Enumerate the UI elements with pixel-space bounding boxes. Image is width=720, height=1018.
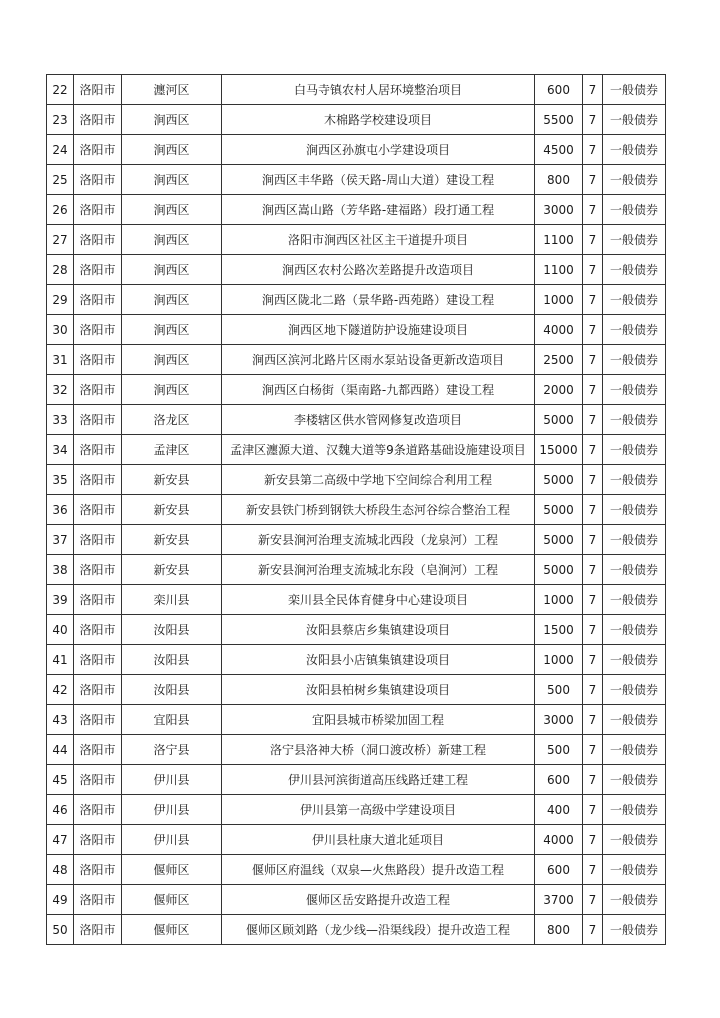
cell-amount: 2500 [535,345,583,375]
table-row [47,225,666,255]
cell-project-name: 涧西区地下隧道防护设施建设项目 [222,315,535,345]
cell-term: 7 [583,375,603,405]
cell-amount: 3000 [535,195,583,225]
table-row [47,645,666,675]
cell-number: 25 [47,165,74,195]
cell-city: 洛阳市 [74,435,122,465]
cell-city: 洛阳市 [74,555,122,585]
cell-bond-type: 一般债券 [603,225,666,255]
table-row [47,75,666,105]
cell-city: 洛阳市 [74,765,122,795]
cell-number: 31 [47,345,74,375]
cell-number: 46 [47,795,74,825]
cell-term: 7 [583,885,603,915]
cell-number: 23 [47,105,74,135]
cell-number: 42 [47,675,74,705]
cell-district: 汝阳县 [122,675,222,705]
cell-term: 7 [583,105,603,135]
cell-project-name: 偃师区顾刘路（龙少线—沿渠线段）提升改造工程 [222,915,535,945]
cell-city: 洛阳市 [74,345,122,375]
cell-bond-type: 一般债券 [603,285,666,315]
cell-amount: 600 [535,855,583,885]
cell-project-name: 新安县涧河治理支流城北西段（龙泉河）工程 [222,525,535,555]
cell-city: 洛阳市 [74,105,122,135]
cell-city: 洛阳市 [74,915,122,945]
table-row [47,855,666,885]
cell-term: 7 [583,705,603,735]
cell-amount: 3000 [535,705,583,735]
table-row [47,885,666,915]
table-row [47,615,666,645]
cell-project-name: 木棉路学校建设项目 [222,105,535,135]
cell-number: 37 [47,525,74,555]
cell-amount: 5000 [535,405,583,435]
cell-term: 7 [583,315,603,345]
cell-district: 涧西区 [122,225,222,255]
cell-term: 7 [583,435,603,465]
cell-district: 涧西区 [122,375,222,405]
cell-city: 洛阳市 [74,705,122,735]
table-row [47,705,666,735]
cell-project-name: 伊川县杜康大道北延项目 [222,825,535,855]
cell-bond-type: 一般债券 [603,195,666,225]
cell-district: 偃师区 [122,885,222,915]
cell-number: 50 [47,915,74,945]
table-row [47,765,666,795]
cell-term: 7 [583,765,603,795]
cell-term: 7 [583,345,603,375]
cell-amount: 800 [535,165,583,195]
cell-number: 29 [47,285,74,315]
cell-district: 宜阳县 [122,705,222,735]
cell-bond-type: 一般债券 [603,705,666,735]
cell-bond-type: 一般债券 [603,675,666,705]
cell-bond-type: 一般债券 [603,165,666,195]
cell-bond-type: 一般债券 [603,525,666,555]
cell-term: 7 [583,735,603,765]
cell-term: 7 [583,795,603,825]
cell-term: 7 [583,195,603,225]
cell-bond-type: 一般债券 [603,795,666,825]
cell-project-name: 汝阳县柏树乡集镇建设项目 [222,675,535,705]
cell-amount: 800 [535,915,583,945]
cell-district: 涧西区 [122,315,222,345]
cell-number: 41 [47,645,74,675]
table-row [47,375,666,405]
cell-amount: 600 [535,75,583,105]
cell-bond-type: 一般债券 [603,855,666,885]
cell-bond-type: 一般债券 [603,825,666,855]
cell-bond-type: 一般债券 [603,255,666,285]
table-row [47,135,666,165]
cell-term: 7 [583,405,603,435]
cell-bond-type: 一般债券 [603,555,666,585]
cell-term: 7 [583,855,603,885]
cell-district: 洛龙区 [122,405,222,435]
cell-number: 28 [47,255,74,285]
cell-number: 27 [47,225,74,255]
cell-amount: 3700 [535,885,583,915]
cell-city: 洛阳市 [74,75,122,105]
cell-number: 40 [47,615,74,645]
cell-project-name: 涧西区陇北二路（景华路-西苑路）建设工程 [222,285,535,315]
cell-bond-type: 一般债券 [603,135,666,165]
cell-city: 洛阳市 [74,465,122,495]
cell-project-name: 新安县涧河治理支流城北东段（皂涧河）工程 [222,555,535,585]
cell-number: 36 [47,495,74,525]
cell-term: 7 [583,915,603,945]
cell-term: 7 [583,75,603,105]
cell-amount: 2000 [535,375,583,405]
table-row [47,405,666,435]
cell-number: 43 [47,705,74,735]
cell-city: 洛阳市 [74,585,122,615]
cell-number: 34 [47,435,74,465]
cell-number: 48 [47,855,74,885]
cell-district: 偃师区 [122,855,222,885]
cell-amount: 1000 [535,285,583,315]
cell-project-name: 洛宁县洛神大桥（洞口渡改桥）新建工程 [222,735,535,765]
cell-amount: 1100 [535,225,583,255]
cell-bond-type: 一般债券 [603,915,666,945]
cell-city: 洛阳市 [74,645,122,675]
table-row [47,165,666,195]
cell-number: 38 [47,555,74,585]
cell-city: 洛阳市 [74,135,122,165]
cell-city: 洛阳市 [74,285,122,315]
cell-city: 洛阳市 [74,375,122,405]
table-body [47,75,666,945]
cell-amount: 15000 [535,435,583,465]
table-row [47,315,666,345]
cell-amount: 1000 [535,645,583,675]
cell-project-name: 洛阳市涧西区社区主干道提升项目 [222,225,535,255]
cell-city: 洛阳市 [74,255,122,285]
cell-district: 涧西区 [122,135,222,165]
cell-district: 涧西区 [122,345,222,375]
cell-bond-type: 一般债券 [603,735,666,765]
cell-project-name: 涧西区丰华路（侯天路-周山大道）建设工程 [222,165,535,195]
cell-amount: 4000 [535,825,583,855]
cell-city: 洛阳市 [74,405,122,435]
cell-project-name: 涧西区农村公路次差路提升改造项目 [222,255,535,285]
cell-number: 30 [47,315,74,345]
cell-term: 7 [583,525,603,555]
cell-project-name: 宜阳县城市桥梁加固工程 [222,705,535,735]
cell-project-name: 汝阳县蔡店乡集镇建设项目 [222,615,535,645]
cell-term: 7 [583,225,603,255]
cell-amount: 400 [535,795,583,825]
cell-bond-type: 一般债券 [603,465,666,495]
cell-bond-type: 一般债券 [603,345,666,375]
cell-term: 7 [583,285,603,315]
cell-bond-type: 一般债券 [603,405,666,435]
cell-project-name: 新安县铁门桥到钢铁大桥段生态河谷综合整治工程 [222,495,535,525]
table-row [47,435,666,465]
cell-term: 7 [583,465,603,495]
cell-project-name: 伊川县河滨街道高压线路迁建工程 [222,765,535,795]
cell-bond-type: 一般债券 [603,315,666,345]
table-row [47,195,666,225]
cell-bond-type: 一般债券 [603,105,666,135]
cell-city: 洛阳市 [74,825,122,855]
cell-district: 新安县 [122,495,222,525]
table-row [47,825,666,855]
cell-number: 33 [47,405,74,435]
cell-amount: 5000 [535,525,583,555]
cell-term: 7 [583,645,603,675]
cell-district: 涧西区 [122,285,222,315]
table-row [47,465,666,495]
cell-bond-type: 一般债券 [603,885,666,915]
cell-city: 洛阳市 [74,225,122,255]
cell-district: 新安县 [122,465,222,495]
cell-bond-type: 一般债券 [603,495,666,525]
cell-district: 涧西区 [122,165,222,195]
cell-city: 洛阳市 [74,735,122,765]
cell-term: 7 [583,165,603,195]
cell-bond-type: 一般债券 [603,645,666,675]
cell-city: 洛阳市 [74,315,122,345]
cell-number: 39 [47,585,74,615]
table-row [47,585,666,615]
cell-term: 7 [583,495,603,525]
cell-project-name: 孟津区瀍源大道、汉魏大道等9条道路基础设施建设项目 [222,435,535,465]
cell-district: 瀍河区 [122,75,222,105]
cell-project-name: 白马寺镇农村人居环境整治项目 [222,75,535,105]
cell-project-name: 栾川县全民体育健身中心建设项目 [222,585,535,615]
cell-term: 7 [583,825,603,855]
cell-bond-type: 一般债券 [603,435,666,465]
cell-amount: 1100 [535,255,583,285]
cell-district: 涧西区 [122,195,222,225]
cell-term: 7 [583,615,603,645]
cell-district: 伊川县 [122,795,222,825]
table-row [47,675,666,705]
cell-project-name: 涧西区滨河北路片区雨水泵站设备更新改造项目 [222,345,535,375]
cell-number: 35 [47,465,74,495]
cell-amount: 500 [535,675,583,705]
cell-city: 洛阳市 [74,195,122,225]
cell-city: 洛阳市 [74,615,122,645]
cell-number: 32 [47,375,74,405]
table-row [47,795,666,825]
cell-term: 7 [583,555,603,585]
cell-district: 偃师区 [122,915,222,945]
cell-project-name: 涧西区嵩山路（芳华路-建福路）段打通工程 [222,195,535,225]
cell-amount: 500 [535,735,583,765]
cell-city: 洛阳市 [74,795,122,825]
table-row [47,555,666,585]
cell-number: 22 [47,75,74,105]
table-row [47,345,666,375]
table-row [47,105,666,135]
cell-number: 45 [47,765,74,795]
cell-city: 洛阳市 [74,495,122,525]
cell-term: 7 [583,255,603,285]
cell-bond-type: 一般债券 [603,765,666,795]
cell-project-name: 汝阳县小店镇集镇建设项目 [222,645,535,675]
cell-amount: 5000 [535,555,583,585]
cell-project-name: 伊川县第一高级中学建设项目 [222,795,535,825]
cell-bond-type: 一般债券 [603,375,666,405]
cell-city: 洛阳市 [74,855,122,885]
cell-amount: 1500 [535,615,583,645]
cell-term: 7 [583,585,603,615]
cell-project-name: 偃师区岳安路提升改造工程 [222,885,535,915]
cell-amount: 4000 [535,315,583,345]
cell-district: 新安县 [122,525,222,555]
table-row [47,255,666,285]
cell-bond-type: 一般债券 [603,615,666,645]
cell-project-name: 涧西区白杨街（渠南路-九都西路）建设工程 [222,375,535,405]
cell-number: 44 [47,735,74,765]
cell-number: 26 [47,195,74,225]
cell-city: 洛阳市 [74,675,122,705]
cell-district: 新安县 [122,555,222,585]
cell-project-name: 偃师区府温线（双泉—火焦路段）提升改造工程 [222,855,535,885]
cell-district: 栾川县 [122,585,222,615]
cell-district: 汝阳县 [122,615,222,645]
table-row [47,495,666,525]
cell-amount: 5500 [535,105,583,135]
cell-amount: 5000 [535,495,583,525]
table-row [47,525,666,555]
cell-number: 49 [47,885,74,915]
cell-district: 汝阳县 [122,645,222,675]
cell-district: 洛宁县 [122,735,222,765]
cell-district: 伊川县 [122,765,222,795]
cell-number: 47 [47,825,74,855]
cell-term: 7 [583,675,603,705]
cell-amount: 5000 [535,465,583,495]
table-row [47,915,666,945]
cell-project-name: 涧西区孙旗屯小学建设项目 [222,135,535,165]
cell-amount: 1000 [535,585,583,615]
cell-district: 涧西区 [122,105,222,135]
cell-city: 洛阳市 [74,885,122,915]
cell-district: 涧西区 [122,255,222,285]
cell-term: 7 [583,135,603,165]
cell-amount: 4500 [535,135,583,165]
table-row [47,735,666,765]
cell-city: 洛阳市 [74,165,122,195]
cell-bond-type: 一般债券 [603,75,666,105]
cell-district: 孟津区 [122,435,222,465]
bond-project-table [46,74,666,945]
cell-number: 24 [47,135,74,165]
cell-amount: 600 [535,765,583,795]
cell-project-name: 新安县第二高级中学地下空间综合利用工程 [222,465,535,495]
cell-project-name: 李楼辖区供水管网修复改造项目 [222,405,535,435]
cell-city: 洛阳市 [74,525,122,555]
table-row [47,285,666,315]
cell-district: 伊川县 [122,825,222,855]
cell-bond-type: 一般债券 [603,585,666,615]
